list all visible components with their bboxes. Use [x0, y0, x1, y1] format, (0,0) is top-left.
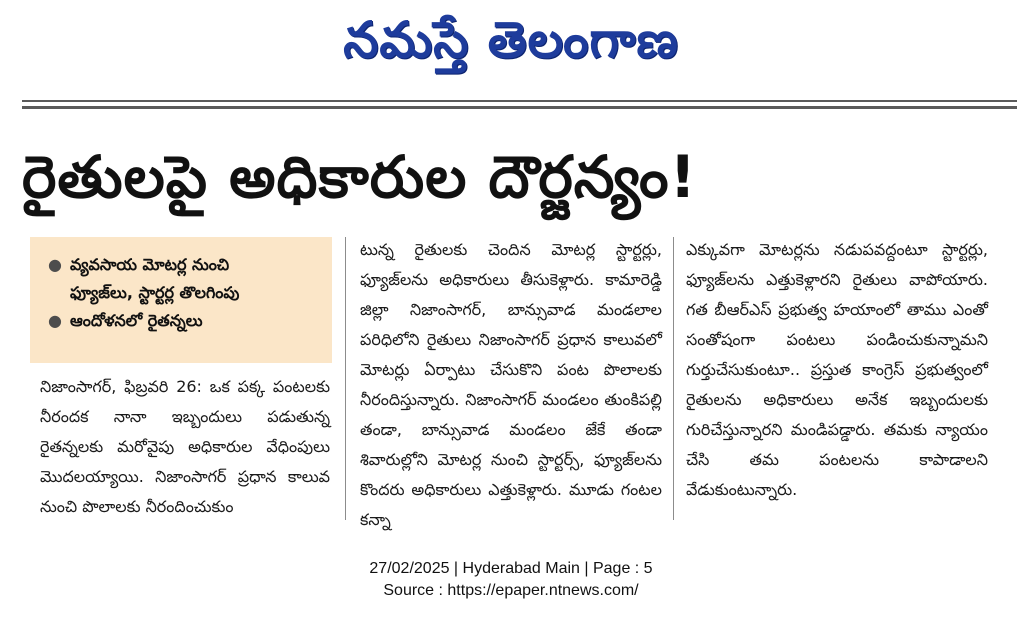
column-divider	[345, 237, 346, 520]
highlight-item	[48, 279, 324, 307]
bullet-icon: ●	[48, 311, 62, 330]
highlight-item	[48, 251, 324, 279]
highlight-text: ఫ్యూజ్‌లు, స్టార్టర్ల తొలగింపు	[70, 283, 240, 302]
headline: రైతులపై అధికారుల దౌర్జన్యం!	[22, 143, 697, 211]
highlight-box	[30, 237, 332, 363]
highlight-item	[48, 307, 324, 335]
highlight-text: ఆందోళనలో రైతన్నలు	[70, 311, 203, 330]
article-column-2: టున్న రైతులకు చెందిన మోటర్ల స్టార్టర్లు, ఫ్యూజ్‌లను అధికారులు తీసుకెళ్లారు. కామారెడ్డి జిల్లా నిజాంసాగర్, బాన్సువాడ మండలాల పరిధిలోని రైతులు నిజాంసాగర్ ప్రధాన కాలువలో మోటర్లు ఏర్పాటు చేసుకొని పంట పొలాలకు నీరందిస్తున్నారు. నిజాంసాగర్ మండలం తుంకిపల్లి తండా, బాన్సువాడ మండలం జేకే తండా శివారుల్లోని మోటర్ల నుంచి స్టార్టర్స్, ఫ్యూజ్‌లను కొందరు అధికారులు ఎత్తుకెళ్లారు. మూడు గంటల కన్నా	[360, 240, 662, 529]
masthead-logo: నమస్తే తెలంగాణ	[343, 10, 679, 69]
footer-source-link[interactable]: Source : https://epaper.ntnews.com/	[383, 582, 639, 599]
column-divider	[673, 237, 674, 520]
article-column-1: నిజాంసాగర్, ఫిబ్రవరి 26: ఒక పక్క పంటలకు నీరందక నానా ఇబ్బందులు పడుతున్న రైతన్నలకు మరోవైపు అధికారుల వేధింపులు మొదలయ్యాయి. నిజాంసాగర్ ప్రధాన కాలువ నుంచి పొలాలకు నీరందించుకుం	[40, 377, 330, 516]
bullet-icon: ●	[48, 255, 62, 274]
header-rule-thin	[22, 100, 1017, 102]
header-rule-thick	[22, 106, 1017, 109]
footer-date-edition: 27/02/2025 | Hyderabad Main | Page : 5	[369, 560, 653, 577]
highlight-text: వ్యవసాయ మోటర్ల నుంచి	[70, 255, 230, 274]
article-column-3: ఎక్కువగా మోటర్లను నడుపవద్దంటూ స్టార్టర్లు, ఫ్యూజ్‌లను ఎత్తుకెళ్లారని రైతులు వాపోయారు. గత బీఆర్‌ఎస్ ప్రభుత్వ హయాంలో తాము ఎంతో సంతోషంగా పంటలు పండించుకున్నామని గుర్తుచేసుకుంటూ.. ప్రస్తుత కాంగ్రెస్ ప్రభుత్వంలో రైతులను అధికారులు అనేక ఇబ్బందులకు గురిచేస్తున్నారని మండిపడ్డారు. తమకు న్యాయం చేసి తమ పంటలను కాపాడాలని వేడుకుంటున్నారు.	[686, 240, 988, 499]
